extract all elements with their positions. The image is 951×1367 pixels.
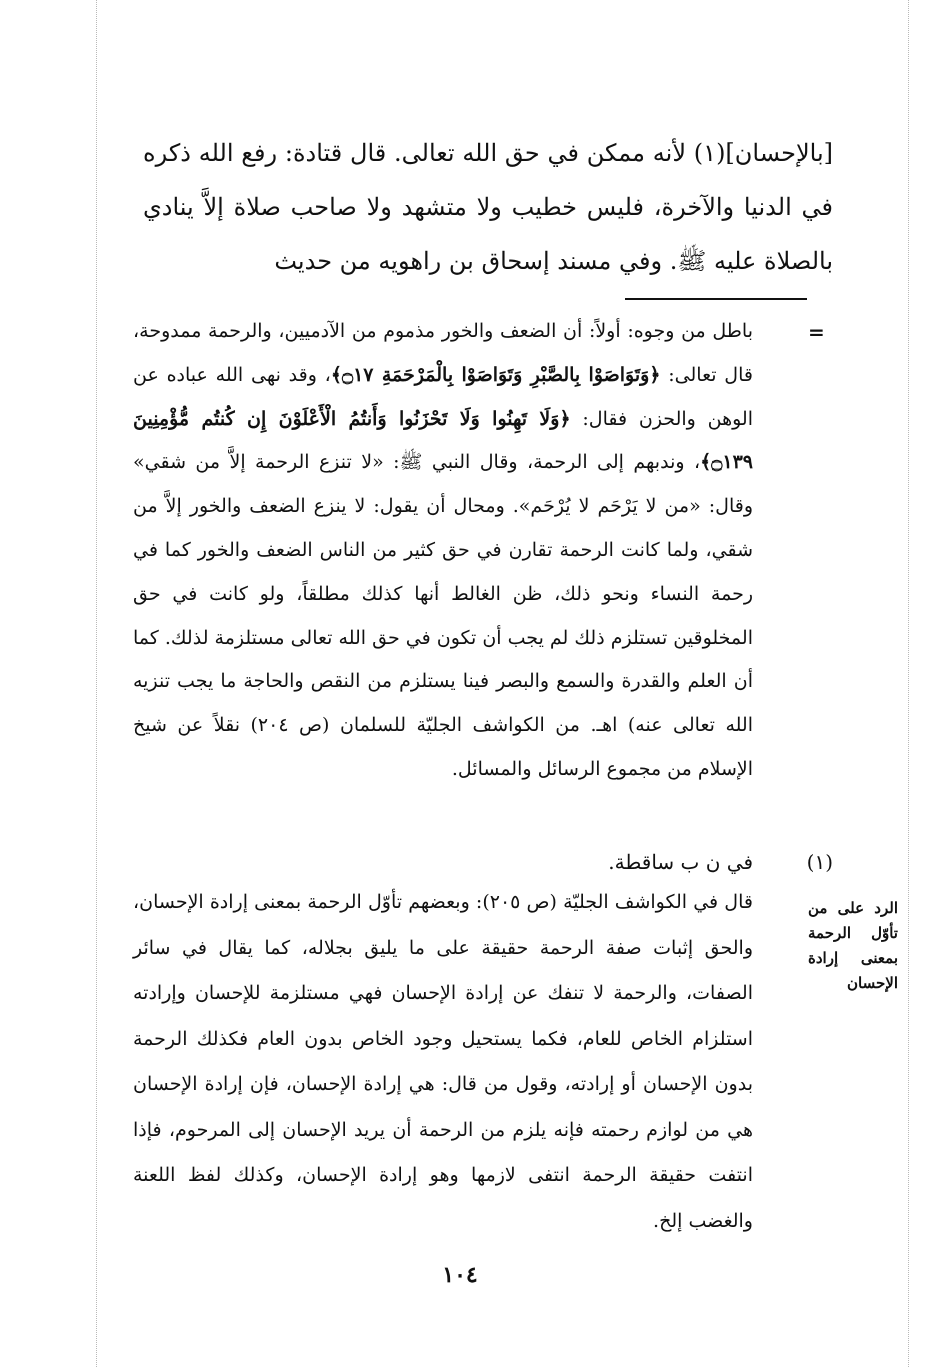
footnote-text-part-2: ، وقد نهى الله عباده عن الوهن والحزن فقال: — [133, 363, 753, 430]
margin-heading: الرد على من تأوّل الرحمة بمعنى إرادة الإحسان — [808, 899, 898, 992]
section-paragraph: قال في الكواشف الجليّة (ص ٢٠٥): وبعضهم تأوّل الرحمة بمعنى إرادة الإحسان، والحق إثبات صفة الرحمة حقيقة على ما يليق بجلاله، كما يقال في سائر الصفات، والرحمة لا تنفك عن إرادة الإحسان فهي مستلزمة للإحسان وإرادته استلزام الخاص للعام، فكما يستحيل وجود الخاص بدون العام فكذلك الرحمة بدون الإحسان أو إرادته، وقول من قال: هي إرادة الإحسان، فإن إرادة الإحسان هي من لوازم رحمته فإنه يلزم من الرحمة أن يريد الإحسان إلى المرحوم، فإذا انتفت حقيقة الرحمة انتفى لازمها وهو إرادة الإحسان، وكذلك لفظ اللعنة والغضب إلخ. — [133, 891, 753, 1232]
main-paragraph: [بالإحسان](١) لأنه ممكن في حق الله تعالى. قال قتادة: رفع الله ذكره في الدنيا والآخرة، فليس خطيب ولا متشهد ولا صاحب صلاة إلاَّ ينادي بالصلاة عليه ﷺ. وفي مسند إسحاق بن راهويه من حديث — [143, 139, 834, 275]
footnote-number: (١) — [806, 850, 833, 874]
footnote-separator-rule — [625, 298, 807, 300]
right-edge-dotted-line — [908, 0, 909, 1367]
footnote-text-part-1: باطل من وجوه: أولاً: أن الضعف والخور مذموم من الآدميين، والرحمة ممدوحة، قال تعالى: — [133, 320, 753, 386]
footnote-continuation — [133, 310, 753, 792]
quran-verse-2: ﴿وَلَا تَهِنُوا وَلَا تَحْزَنُوا وَأَنتُمُ الْأَعْلَوْنَ إِن كُنتُم مُّؤْمِنِينَ ۝١٣٩﴾ — [133, 407, 753, 474]
footnote-text-part-3: ، وندبهم إلى الرحمة، وقال النبي ﷺ: «لا تنزع الرحمة إلاَّ من شقي» وقال: «من لا يَرْحَم لا يُرْحَم». ومحال أن يقول: لا ينزع الضعف والخور إلاَّ من شقي، ولما كانت الرحمة تقارن في حق كثير من الناس الضعف والخور كما في رحمة النساء ونحو ذلك، ظن الغالط أنها كذلك مطلقاً، ولو كانت في حق المخلوقين تستلزم ذلك لم يجب أن تكون في حق الله تعالى مستلزمة لذلك. كما أن العلم والقدرة والسمع والبصر فينا يستلزم من النقص والحاجة ما يجب تنزيه الله تعالى عنه) اهـ. من الكواشف الجليّة للسلمان (ص ٢٠٤) نقلاً عن شيخ الإسلام من مجموع الرسائل والمسائل. — [133, 451, 753, 780]
footnote-continuation-mark: = — [808, 320, 825, 344]
footnote-text: في ن ب ساقطة. — [608, 850, 753, 874]
page-number: ١٠٤ — [442, 1262, 478, 1288]
quran-verse-1: ﴿وَتَوَاصَوْا بِالصَّبْرِ وَتَوَاصَوْا بِالْمَرْحَمَةِ ۝١٧﴾ — [330, 363, 661, 386]
footnote-1 — [143, 842, 833, 882]
left-edge-dotted-line — [96, 0, 97, 1367]
